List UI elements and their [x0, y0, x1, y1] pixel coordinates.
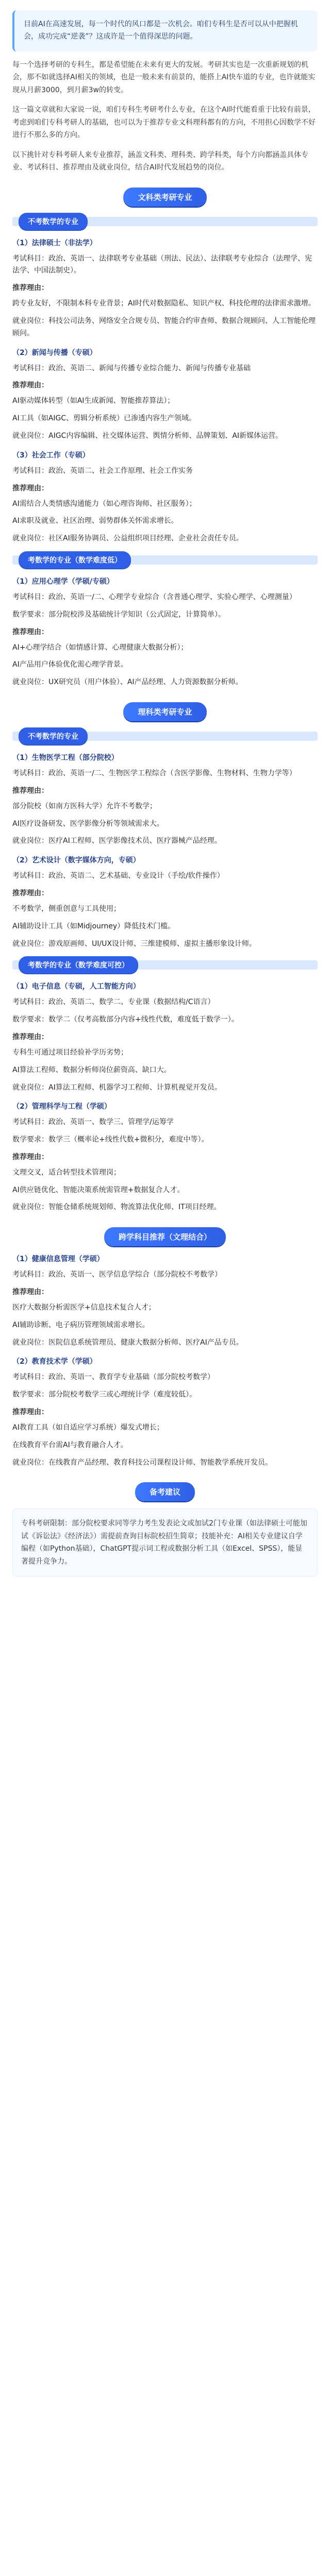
major-line: AI需结合人类情感沟通能力（如心理咨询师、社区服务）；: [12, 499, 196, 508]
section-banner-title: 文科类考研专业: [123, 188, 206, 207]
major-line: 就业岗位：AI算法工程师、机器学习工程师、计算机视觉开发员。: [12, 1083, 222, 1092]
major-label: 推荐理由：: [12, 1032, 48, 1041]
major-title: （1）应用心理学（学硕/专硕）: [12, 577, 114, 586]
article-page: [0, 10, 330, 1577]
major-line: 在线教育平台需AI与教育融合人才。: [12, 1440, 128, 1449]
major-line: 数学要求：部分院校考数学三或心理统计学（难度较低）。: [12, 1391, 196, 1399]
major-line: AI辅助设计工具（如Midjourney）降低技术门槛。: [12, 922, 175, 930]
major-title: （1）法律硕士（非法学）: [12, 239, 97, 247]
major-label: 推荐理由：: [12, 628, 48, 636]
major-line: AI+心理学结合（如情感计算、心理健康大数据分析）；: [12, 643, 188, 652]
section-banner-liberal-arts: [0, 188, 330, 207]
intro-quote-box: 目前AI在高速发展，每一个时代的风口都是一次机会。咱们专科生是否可以从中把握机会，成功完成“逆袭”？这成许是一个值得深思的问题。: [12, 10, 318, 52]
major-line: 数学要求：数学三（概率论+线性代数+微积分，难度中等）。: [12, 1136, 209, 1144]
major-line: 就业岗位：游戏原画师、UI/UX设计师、三维建模师、虚拟主播形象设计师。: [12, 939, 256, 948]
major-title: （2）艺术设计（数字媒体方向，专硕）: [12, 856, 140, 865]
major-line: 就业岗位：医疗AI工程师、医学影像技术员、医疗器械产品经理。: [12, 837, 222, 845]
major-label: 推荐理由：: [12, 284, 48, 293]
section-banner-title: 跨学科目推荐（文理结合）: [104, 1227, 226, 1246]
sub-banner-title: 考数学的专业（数学难度可控）: [19, 956, 138, 974]
major-line: 不考数学，侧重创意与工具使用；: [12, 904, 121, 913]
major-line: 文理交叉，适合转型技术管理岗；: [12, 1168, 121, 1177]
major-line: 考试科目：政治、英语一、教育学专业基础（部分院校考数学）: [12, 1373, 214, 1382]
major-label: 推荐理由：: [12, 786, 48, 795]
major-line: 考试科目：政治、英语一、法律联考专业基础（刑法、民法）、法律联考专业综合（法理学、宪法学、中国法制史）。: [12, 254, 312, 275]
section-banner-title: 备考建议: [135, 1482, 195, 1501]
major-label: 推荐理由：: [12, 1153, 48, 1161]
intro-paragraph-1: 每一个选择考研的专科生，都是希望能在未来有更大的发展。考研其实也是一次重新规划的机会，那不如就选择AI相关的领域，也是一般未来有前景的，能搭上AI快车道的专业，也许就能实现从月薪3000，到月薪3w的转变。: [12, 60, 316, 94]
section-banner-science: [0, 702, 330, 721]
sub-banner-math-moderate: [12, 956, 318, 974]
major-line: 考试科目：政治、英语二、艺术基础、专业设计（手绘/软件操作）: [12, 872, 224, 880]
section-banner-title: 理科类考研专业: [123, 702, 206, 721]
major-line: 就业岗位：在线教育产品经理、教育科技公司课程设计师、智能教学系统开发员。: [12, 1458, 272, 1467]
major-line: AI医疗设备研发、医学影像分析等领域需求大。: [12, 819, 164, 828]
major-label: 推荐理由：: [12, 381, 48, 390]
major-line: 考试科目：政治、英语一、数学三、管理学/运筹学: [12, 1118, 174, 1127]
major-line: 数学要求：数学二（仅考高数部分内容+线性代数，难度低于数学一）。: [12, 1015, 239, 1024]
major-label: 推荐理由：: [12, 1408, 48, 1417]
major-line: 跨专业友好，不限制本科专业背景；AI时代对数据隐私、知识产权、科技伦理的法律需求激增。: [12, 299, 316, 308]
major-line: 考试科目：政治、英语二、数学二、专业课（数据结构/C语言）: [12, 998, 215, 1007]
sub-banner-title: 不考数学的专业: [19, 727, 88, 745]
major-label: 推荐理由：: [12, 1288, 48, 1297]
major-label: 推荐理由：: [12, 484, 48, 493]
major-line: 考试科目：政治、英语一/二、心理学专业综合（含普通心理学、实验心理学、心理测量）: [12, 592, 296, 601]
major-line: 部分院校（如南方医科大学）允许不考数学；: [12, 802, 157, 810]
major-line: 数学要求：部分院校涉及基础统计学知识（公式固定，计算简单）。: [12, 610, 225, 619]
major-title: （2）教育技术学（学硕）: [12, 1358, 97, 1366]
major-line: 医疗大数据分析需医学+信息技术复合人才；: [12, 1303, 156, 1312]
intro-paragraph-3: 以下挑针对专科考研人来专业推荐，涵盖文科类、理科类、跨学科类，每个方向都涵盖具体专业、考试科目、推荐理由及就业岗位，结合AI时代发展趋势的岗位。: [12, 150, 308, 172]
major-line: 专科生可通过项目经验补学历劣势；: [12, 1048, 128, 1057]
major-title: （2）新闻与传播（专硕）: [12, 348, 97, 357]
section-banner-tips: [0, 1482, 330, 1501]
sub-banner-no-math: [12, 727, 318, 745]
major-line: AI驱动媒体转型（如AI生成新闻、智能推荐算法）；: [12, 397, 175, 405]
major-line: AI供应链优化、智能决策系统需管理+数据复合人才。: [12, 1185, 185, 1194]
major-line: AI教育工具（如自适应学习系统）爆发式增长；: [12, 1423, 164, 1432]
major-line: AI算法工程师、数据分析师岗位薪资高、缺口大。: [12, 1065, 171, 1074]
sub-banner-math-easy: [12, 551, 318, 569]
major-title: （1）健康信息管理（学硕）: [12, 1255, 104, 1264]
major-line: AI产品用户体验优化需心理学背景。: [12, 660, 128, 669]
major-line: 就业岗位：UX研究员（用户体验）、AI产品经理、人力资源数据分析师。: [12, 678, 243, 687]
sub-banner-title: 考数学的专业（数学难度低）: [19, 551, 131, 569]
major-line: AI工具（如AIGC、剪辑分析系统）已渗透内容生产领域。: [12, 414, 196, 423]
major-line: 考试科目：政治、英语二、社会工作原理、社会工作实务: [12, 466, 193, 475]
major-line: 考试科目：政治、英语一/二、生物医学工程综合（含医学影像、生物材料、生物力学等）: [12, 769, 296, 777]
major-label: 推荐理由：: [12, 889, 48, 897]
major-line: 就业岗位：社区AI服务协调员、公益组织项目经理、企业社会责任专员。: [12, 534, 243, 543]
major-line: 就业岗位：AIGC内容编辑、社交媒体运营、舆情分析师、品牌策划、AI新媒体运营。: [12, 431, 283, 440]
major-line: 就业岗位：医院信息系统管理员、健康大数据分析师、医疗AI产品专员。: [12, 1338, 243, 1347]
major-line: 就业岗位：智能仓储系统规划师、物流算法优化师、IT项目经理。: [12, 1203, 221, 1212]
major-line: AI求职及就业、社区治理、弱势群体关怀需求增长。: [12, 517, 178, 526]
major-line: 就业岗位：科技公司法务、网络安全合规专员、智能合约审查师、数据合规顾问、人工智能伦理顾问。: [12, 316, 316, 337]
section-banner-cross-discipline: [0, 1227, 330, 1246]
major-title: （3）社会工作（专硕）: [12, 451, 90, 460]
major-title: （1）生物医学工程（部分院校）: [12, 753, 119, 762]
tips-box: 专科考研限制：部分院校要求同等学力考生发表论文或加试2门专业课（如法律硕士可能加试《诉讼法》《经济法》）需提前查询目标院校招生简章；技能补充：AI相关专业建议自学编程（如Python基础），ChatGPT提示词工程或数据分析工具（如Excel、SPSS），能显著提升竞争力。: [12, 1509, 318, 1577]
major-line: 考试科目：政治、英语二、新闻与传播专业综合能力、新闻与传播专业基础: [12, 364, 251, 372]
major-title: （1）电子信息（专硕，人工智能方向）: [12, 982, 140, 991]
major-title: （2）管理科学与工程（学硕）: [12, 1103, 111, 1111]
intro-paragraph-2: 这一篇文章就和大家说一说，咱们专科生考研考什么专业，在这个AI时代能看重于比较有前景，考虑到咱们专科考研人的基础，也可以为于推荐专业文科理科都有的方向，不用担心因数学不好进行不那么多的方向。: [12, 106, 316, 140]
major-line: AI辅助诊断、电子病历管理领域需求增长。: [12, 1320, 150, 1329]
major-line: 考试科目：政治、英语一、医学信息学综合（部分院校不考数学）: [12, 1270, 222, 1279]
sub-banner-title: 不考数学的专业: [19, 213, 88, 230]
sub-banner-no-math: [12, 213, 318, 230]
